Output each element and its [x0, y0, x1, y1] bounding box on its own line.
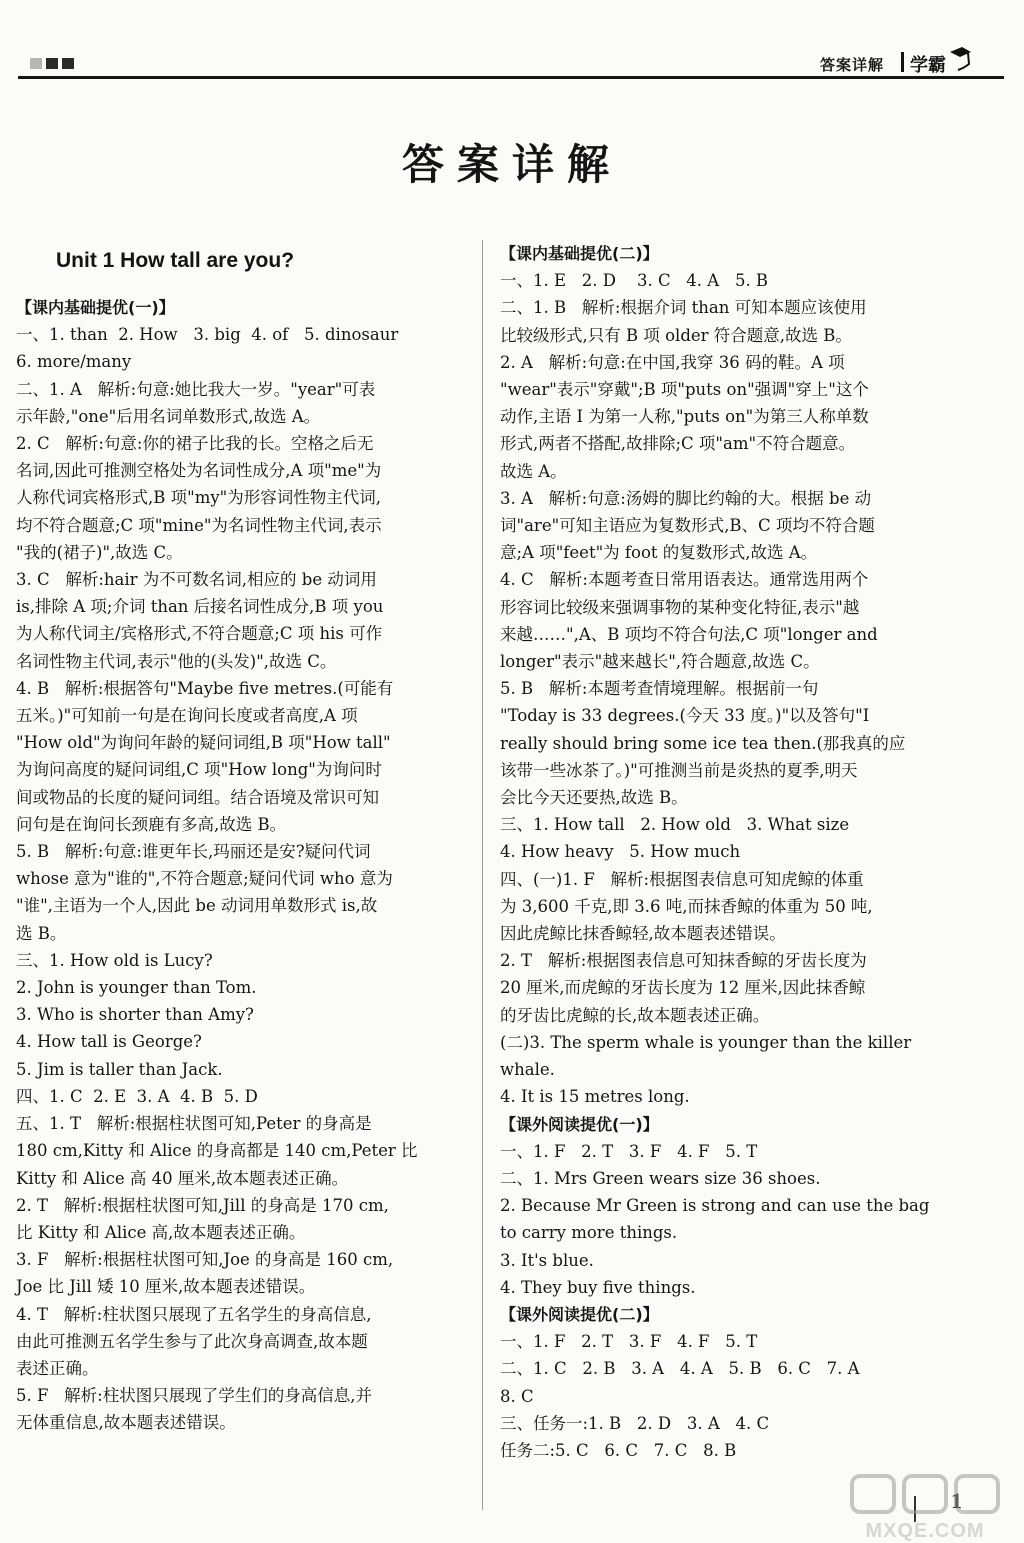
answer-line: 三、1. How old is Lucy?: [16, 950, 213, 970]
answer-line: longer"表示"越来越长",符合题意,故选 C。: [500, 652, 820, 672]
answer-line: 五米。)"可知前一句是在询问长度或者高度,A 项: [16, 706, 358, 726]
answer-line: 名词性物主代词,表示"他的(头发)",故选 C。: [16, 651, 337, 671]
answer-line: whale.: [500, 1060, 555, 1080]
answer-line: 均不符合题意;C 项"mine"为名词性物主代词,表示: [16, 515, 382, 535]
section-heading: 【课内基础提优(一)】: [16, 298, 175, 317]
answer-line: 一、1. F 2. T 3. F 4. F 5. T: [500, 1141, 758, 1161]
answer-line: 为人称代词主/宾格形式,不符合题意;C 项 his 可作: [16, 624, 383, 644]
header-divider: [901, 52, 904, 72]
answer-line: 一、1. than 2. How 3. big 4. of 5. dinosaur: [16, 325, 399, 345]
column-divider: [482, 240, 483, 1510]
answer-line: 20 厘米,而虎鲸的牙齿长度为 12 厘米,因此抹香鲸: [500, 978, 866, 998]
header-decoration: [30, 58, 74, 69]
answer-line: 一、1. E 2. D 3. C 4. A 5. B: [500, 271, 769, 291]
answer-line: 三、任务一:1. B 2. D 3. A 4. C: [500, 1413, 770, 1433]
answer-line: 词"are"可知主语应为复数形式,B、C 项均不符合题: [500, 516, 875, 536]
answer-line: 4. How tall is George?: [16, 1032, 202, 1052]
answer-line: 2. T 解析:根据图表信息可知抹香鲸的牙齿长度为: [500, 951, 867, 971]
answer-line: 2. C 解析:句意:你的裙子比我的长。空格之后无: [16, 434, 374, 454]
answer-line: 五、1. T 解析:根据柱状图可知,Peter 的身高是: [16, 1114, 372, 1134]
answer-line: 为 3,600 千克,即 3.6 吨,而抹香鲸的体重为 50 吨,: [500, 896, 873, 916]
answer-line: 4. T 解析:柱状图只展现了五名学生的身高信息,: [16, 1304, 372, 1324]
answer-line: 5. B 解析:句意:谁更年长,玛丽还是安?疑问代词: [16, 842, 371, 862]
answer-line: "Today is 33 degrees.(今天 33 度。)"以及答句"I: [500, 706, 870, 726]
answer-line: 二、1. A 解析:句意:她比我大一岁。"year"可表: [16, 379, 376, 399]
answer-line: is,排除 A 项;介词 than 后接名词性成分,B 项 you: [16, 597, 384, 617]
header-rule: [18, 76, 1004, 79]
answer-line: 一、1. F 2. T 3. F 4. F 5. T: [500, 1332, 758, 1352]
left-column: [16, 240, 471, 1437]
header-section-label: 答案详解: [819, 56, 884, 74]
answer-line: 名词,因此可推测空格处为名词性成分,A 项"me"为: [16, 461, 382, 481]
answer-line: 间或物品的长度的疑问词组。结合语境及常识可知: [16, 787, 379, 807]
answer-line: 8. C: [500, 1386, 534, 1406]
answer-line: 5. Jim is taller than Jack.: [16, 1059, 223, 1079]
page-number: 1: [951, 1488, 962, 1513]
answer-line: 由此可推测五名学生参与了此次身高调查,故本题: [16, 1331, 368, 1351]
watermark-logo-icon: [850, 1472, 1000, 1516]
answer-line: 二、1. C 2. B 3. A 4. A 5. B 6. C 7. A: [500, 1359, 860, 1379]
answer-line: 表述正确。: [16, 1358, 99, 1378]
answer-line: Kitty 和 Alice 高 40 厘米,故本题表述正确。: [16, 1168, 349, 1188]
answer-line: whose 意为"谁的",不符合题意;疑问代词 who 意为: [16, 869, 393, 889]
answer-line: 四、(一)1. F 解析:根据图表信息可知虎鲸的体重: [500, 869, 864, 889]
answer-line: 该带一些冰茶了。)"可推测当前是炎热的夏季,明天: [500, 760, 858, 780]
section-heading: 【课外阅读提优(二)】: [500, 1304, 659, 1324]
answer-line: 三、1. How tall 2. How old 3. What size: [500, 815, 850, 835]
answer-line: 2. Because Mr Green is strong and can use the bag: [500, 1196, 930, 1216]
page-header: [18, 40, 1004, 80]
answer-line: 二、1. B 解析:根据介词 than 可知本题应该使用: [500, 298, 867, 318]
answer-line: 四、1. C 2. E 3. A 4. B 5. D: [16, 1086, 258, 1106]
answer-line: 来越……",A、B 项均不符合句法,C 项"longer and: [500, 624, 878, 644]
answer-line: "我的(裙子)",故选 C。: [16, 542, 183, 562]
answer-line: 3. C 解析:hair 为不可数名词,相应的 be 动词用: [16, 570, 377, 590]
section-heading: 【课外阅读提优(一)】: [500, 1114, 659, 1134]
answer-line: 示年龄,"one"后用名词单数形式,故选 A。: [16, 406, 321, 426]
answer-line: 5. F 解析:柱状图只展现了学生们的身高信息,并: [16, 1386, 372, 1406]
answer-line: Joe 比 Jill 矮 10 厘米,故本题表述错误。: [16, 1277, 316, 1297]
answer-line: 4. C 解析:本题考查日常用语表达。通常选用两个: [500, 570, 869, 590]
answer-line: "How old"为询问年龄的疑问词组,B 项"How tall": [16, 733, 391, 753]
answer-line: 4. They buy five things.: [500, 1277, 696, 1297]
answer-line: "谁",主语为一个人,因此 be 动词用单数形式 is,故: [16, 896, 378, 916]
answer-line: 为询问高度的疑问词组,C 项"How long"为询问时: [16, 760, 382, 780]
answer-line: 180 cm,Kitty 和 Alice 的身高都是 140 cm,Peter 比: [16, 1141, 418, 1161]
graduation-cap-icon: [948, 44, 972, 72]
answer-line: 会比今天还要热,故选 B。: [500, 788, 688, 808]
answer-line: 4. B 解析:根据答句"Maybe five metres.(可能有: [16, 678, 394, 698]
answer-line: 无体重信息,故本题表述错误。: [16, 1413, 236, 1433]
answer-line: 问句是在询问长颈鹿有多高,故选 B。: [16, 814, 287, 834]
right-column: [500, 240, 962, 1464]
answer-line: 故选 A。: [500, 461, 567, 481]
answer-line: 2. John is younger than Tom.: [16, 978, 257, 998]
answer-line: 比较级形式,只有 B 项 older 符合题意,故选 B。: [500, 325, 852, 345]
page-title: 答案详解: [401, 140, 622, 189]
watermark-url: MXQE.COM: [865, 1520, 985, 1542]
answer-line: 6. more/many: [16, 352, 132, 372]
answer-line: 动作,主语 I 为第一人称,"puts on"为第三人称单数: [500, 407, 869, 427]
answer-line: 二、1. Mrs Green wears size 36 shoes.: [500, 1168, 821, 1188]
answer-line: 意;A 项"feet"为 foot 的复数形式,故选 A。: [500, 543, 818, 563]
right-answer-lines: [500, 240, 962, 1464]
answer-line: 2. T 解析:根据柱状图可知,Jill 的身高是 170 cm,: [16, 1195, 389, 1215]
answer-line: 3. F 解析:根据柱状图可知,Joe 的身高是 160 cm,: [16, 1250, 394, 1270]
answer-line: 2. A 解析:句意:在中国,我穿 36 码的鞋。A 项: [500, 352, 845, 372]
answer-line: 的牙齿比虎鲸的长,故本题表述正确。: [500, 1005, 770, 1025]
answer-line: 形式,两者不搭配,故排除;C 项"am"不符合题意。: [500, 434, 856, 454]
answer-line: 4. How heavy 5. How much: [500, 842, 741, 862]
answer-line: 形容词比较级来强调事物的某种变化特征,表示"越: [500, 597, 860, 617]
watermark: [850, 1472, 1000, 1543]
answer-line: 3. A 解析:句意:汤姆的脚比约翰的大。根据 be 动: [500, 488, 872, 508]
answer-line: 4. It is 15 metres long.: [500, 1087, 690, 1107]
answer-line: 选 B。: [16, 923, 67, 943]
answer-line: to carry more things.: [500, 1223, 678, 1243]
answer-line: 任务二:5. C 6. C 7. C 8. B: [500, 1440, 737, 1460]
answer-line: 人称代词宾格形式,B 项"my"为形容词性物主代词,: [16, 488, 382, 508]
answer-line: 3. Who is shorter than Amy?: [16, 1005, 254, 1025]
unit-heading: Unit 1 How tall are you?: [56, 249, 295, 272]
answer-line: "wear"表示"穿戴";B 项"puts on"强调"穿上"这个: [500, 380, 869, 400]
answer-line: 5. B 解析:本题考查情境理解。根据前一句: [500, 679, 819, 699]
section-heading: 【课内基础提优(二)】: [500, 244, 659, 263]
answer-line: 比 Kitty 和 Alice 高,故本题表述正确。: [16, 1222, 306, 1242]
brand-logo-text: 学霸: [910, 55, 946, 76]
answer-line: 3. It's blue.: [500, 1250, 594, 1270]
answer-line: (二)3. The sperm whale is younger than the killer: [500, 1032, 912, 1052]
answer-line: 因此虎鲸比抹香鲸轻,故本题表述错误。: [500, 924, 786, 944]
answer-line: really should bring some ice tea then.(那我真的应: [500, 733, 906, 753]
left-answer-lines: [16, 294, 471, 1437]
